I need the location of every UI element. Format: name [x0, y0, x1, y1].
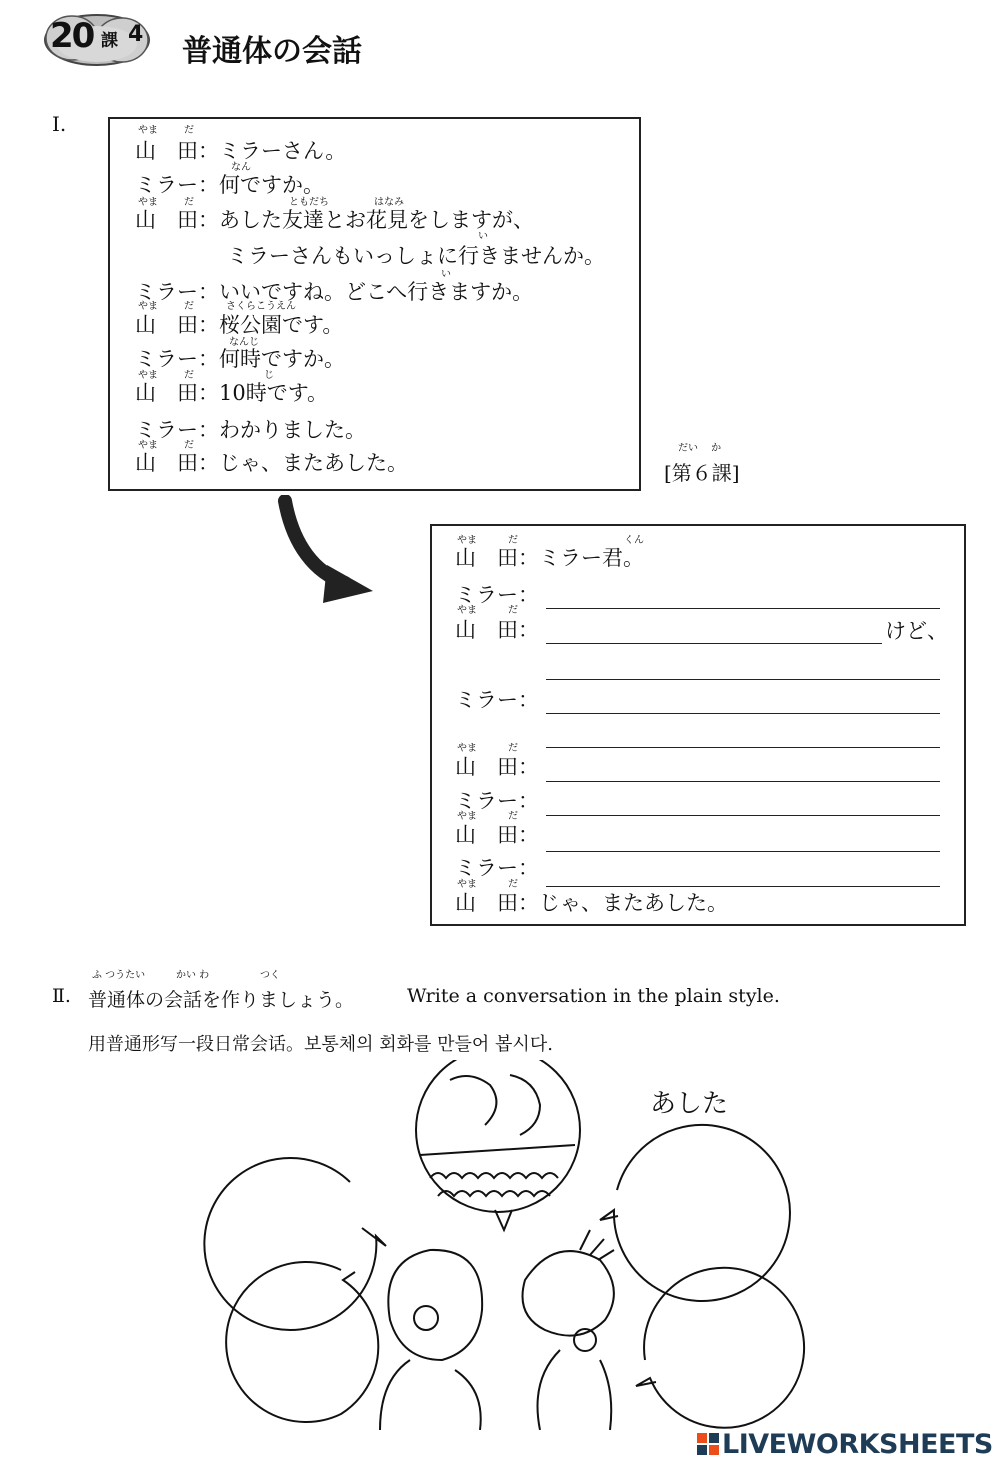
answer-blank[interactable] — [546, 781, 940, 782]
ruby: だ — [184, 125, 194, 136]
liveworksheets-logo-icon — [697, 1433, 719, 1455]
lesson-reference: [第６課] — [664, 461, 740, 485]
curved-arrow-icon — [265, 495, 385, 607]
ruby: やま — [138, 370, 158, 381]
dialogue-line: ミラー：いいですね。どこへ行きますか。 — [135, 280, 534, 304]
answer-blank[interactable] — [546, 713, 940, 714]
speaker-label: ミラー： — [455, 789, 539, 813]
dialogue-line: 山 田：じゃ、またあした。 — [135, 451, 408, 475]
reference-ruby: だい か — [678, 443, 722, 454]
dialogue-line: 山 田：10時です。 — [135, 381, 329, 405]
man-figure — [523, 1251, 614, 1336]
speaker-label: 山 田： — [455, 755, 539, 779]
bubble-text-ashita: あした — [650, 1089, 729, 1119]
ruby: やま — [457, 811, 477, 822]
answer-blank[interactable] — [546, 643, 882, 644]
ruby: やま — [457, 743, 477, 754]
ruby: い — [441, 269, 451, 280]
ruby: やま — [138, 197, 158, 208]
ruby: やま — [457, 605, 477, 616]
ruby: だ — [508, 811, 518, 822]
speaker-label: 山 田： — [455, 823, 539, 847]
dialogue-line: ミラー：何ですか。 — [135, 173, 324, 197]
ruby: だ — [184, 370, 194, 381]
ruby: だ — [184, 440, 194, 451]
dialogue-line: 山 田：桜公園です。 — [135, 313, 344, 337]
speaker-label: 山 田： — [455, 618, 539, 642]
lesson-kanji: 課 — [101, 31, 118, 51]
speaker-label: ミラー： — [455, 856, 539, 880]
speaker-label: ミラー： — [455, 688, 539, 712]
section-1-label: Ⅰ. — [52, 112, 67, 136]
ruby: じ — [264, 370, 274, 381]
ruby: なんじ — [229, 337, 259, 348]
dialogue-line: ミラーさんもいっしょに行きませんか。 — [227, 244, 605, 268]
ruby: なん — [231, 162, 251, 173]
dialogue-line: 山 田：あした友達とお花見をしますが、 — [135, 208, 534, 232]
ruby: やま — [138, 125, 158, 136]
ruby: やま — [457, 879, 477, 890]
ruby: だ — [508, 743, 518, 754]
ruby: さくらこうえん — [226, 301, 296, 312]
ruby: はなみ — [374, 197, 404, 208]
dialogue-line: 山 田：ミラーさん。 — [135, 139, 347, 163]
lesson-sub-number: 4 — [128, 22, 144, 47]
answer-blank[interactable] — [546, 679, 940, 680]
liveworksheets-watermark: LIVEWORKSHEETS — [722, 1429, 993, 1460]
woman-figure — [388, 1250, 482, 1360]
speaker-label: ミラー： — [455, 583, 539, 607]
ruby: ともだち — [289, 197, 329, 208]
exercise-last-line: 山 田：じゃ、またあした。 — [455, 891, 728, 915]
ruby: やま — [457, 535, 477, 546]
answer-blank[interactable] — [546, 886, 940, 887]
ruby: だ — [184, 197, 194, 208]
instruction-japanese: 普通体の会話を作りましょう。 — [88, 989, 355, 1011]
ruby: だ — [508, 879, 518, 890]
speech-bubble-left-bottom — [226, 1262, 378, 1422]
keredo-suffix: けど、 — [885, 619, 948, 643]
instruction-chinese-korean: 用普通形写一段日常会话。보통체의 회화를 만들어 봅시다. — [88, 1034, 553, 1055]
dialogue-line: ミラー：何時ですか。 — [135, 347, 345, 371]
answer-blank[interactable] — [546, 815, 940, 816]
ruby: だ — [508, 605, 518, 616]
ruby: ふ つうたい — [92, 970, 146, 981]
page-title: 普通体の会話 — [182, 34, 362, 69]
ruby: だ — [184, 301, 194, 312]
instruction-english: Write a conversation in the plain style. — [407, 985, 780, 1007]
section-2-label: Ⅱ. — [52, 985, 71, 1007]
ruby: やま — [138, 301, 158, 312]
ruby: い — [478, 231, 488, 242]
answer-blank[interactable] — [546, 851, 940, 852]
ruby: つく — [260, 970, 280, 981]
ruby: だ — [508, 535, 518, 546]
lesson-number: 20 — [50, 16, 94, 56]
answer-blank[interactable] — [546, 608, 940, 609]
ruby: かい わ — [176, 970, 210, 981]
movie-scene-thought — [416, 1060, 580, 1212]
speech-bubble-left-top — [204, 1158, 386, 1330]
answer-blank[interactable] — [546, 747, 940, 748]
conversation-illustration — [180, 1060, 820, 1430]
ruby: くん — [624, 535, 644, 546]
ruby: やま — [138, 440, 158, 451]
exercise-line-1: 山 田：ミラー君。 — [455, 546, 644, 570]
speech-bubble-right-top — [600, 1125, 790, 1301]
dialogue-line: ミラー：わかりました。 — [135, 418, 366, 442]
